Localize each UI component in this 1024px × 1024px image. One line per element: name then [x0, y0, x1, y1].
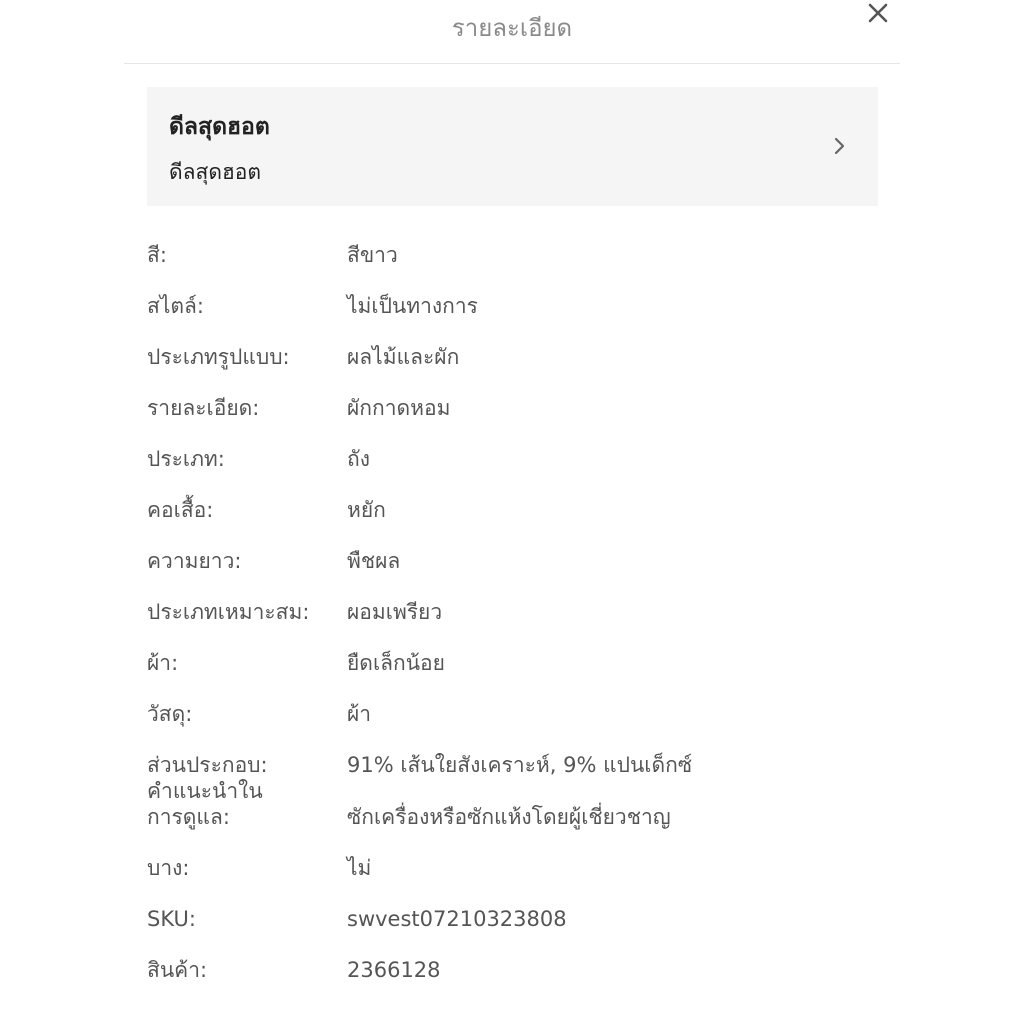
spec-value: 91% เส้นใยสังเคราะห์, 9% แปนเด็กซ์	[347, 753, 693, 777]
spec-value: ผลไม้และผัก	[347, 345, 460, 369]
spec-label: ส่วนประกอบ:	[147, 753, 268, 777]
spec-label: บาง:	[147, 856, 190, 880]
spec-row-sheer	[147, 855, 878, 881]
spec-value: ไม่	[347, 856, 372, 880]
spec-value: swvest07210323808	[347, 907, 567, 931]
spec-label	[147, 778, 347, 830]
spec-row-style	[147, 293, 878, 319]
spec-label-line1: คำแนะนำใน	[147, 779, 263, 803]
spec-row-fit-type	[147, 599, 878, 625]
spec-value: สีขาว	[347, 243, 398, 267]
spec-value: ซักเครื่องหรือซักแห้งโดยผู้เชี่ยวชาญ	[347, 805, 671, 829]
spec-value: ยืดเล็กน้อย	[347, 651, 445, 675]
spec-value: 2366128	[347, 958, 441, 982]
spec-label: ความยาว:	[147, 549, 242, 573]
hot-deal-card[interactable]	[147, 87, 878, 206]
page-title: รายละเอียด	[451, 14, 573, 42]
spec-label: สไตล์:	[147, 294, 204, 318]
spec-row-type	[147, 446, 878, 472]
header-divider	[124, 63, 900, 64]
spec-row-composition	[147, 752, 878, 778]
spec-row-sku	[147, 906, 878, 932]
spec-value: ไม่เป็นทางการ	[347, 294, 478, 318]
spec-label: ผ้า:	[147, 651, 179, 675]
spec-label: ประเภทเหมาะสม:	[147, 600, 310, 624]
close-button[interactable]	[862, 0, 894, 28]
spec-row-product	[147, 957, 878, 983]
spec-value: ผ้า	[347, 702, 372, 726]
spec-value: หยัก	[347, 498, 386, 522]
spec-label: วัสดุ:	[147, 702, 193, 726]
spec-label: ประเภท:	[147, 447, 225, 471]
spec-list	[147, 232, 878, 982]
spec-value: พืชผล	[347, 549, 401, 573]
spec-value: ถัง	[347, 447, 370, 471]
spec-label: ประเภทรูปแบบ:	[147, 345, 290, 369]
spec-label: คอเสื้อ:	[147, 498, 214, 522]
spec-row-fabric	[147, 650, 878, 676]
chevron-right-icon	[831, 135, 849, 157]
spec-label-line2: การดูแล:	[147, 805, 230, 829]
spec-row-neckline	[147, 497, 878, 523]
deal-title: ดีลสุดฮอต	[169, 114, 270, 140]
spec-row-care	[147, 778, 878, 830]
spec-row-color	[147, 242, 878, 268]
spec-row-details	[147, 395, 878, 421]
close-icon	[862, 0, 894, 28]
spec-label: สินค้า:	[147, 958, 208, 982]
spec-value: ผักกาดหอม	[347, 396, 451, 420]
spec-label: สี:	[147, 243, 167, 267]
spec-label: SKU:	[147, 907, 196, 931]
spec-row-length	[147, 548, 878, 574]
deal-subtitle: ดีลสุดฮอต	[169, 160, 262, 184]
spec-value: ผอมเพรียว	[347, 600, 443, 624]
spec-label: รายละเอียด:	[147, 396, 260, 420]
spec-row-pattern-type	[147, 344, 878, 370]
spec-row-material	[147, 701, 878, 727]
